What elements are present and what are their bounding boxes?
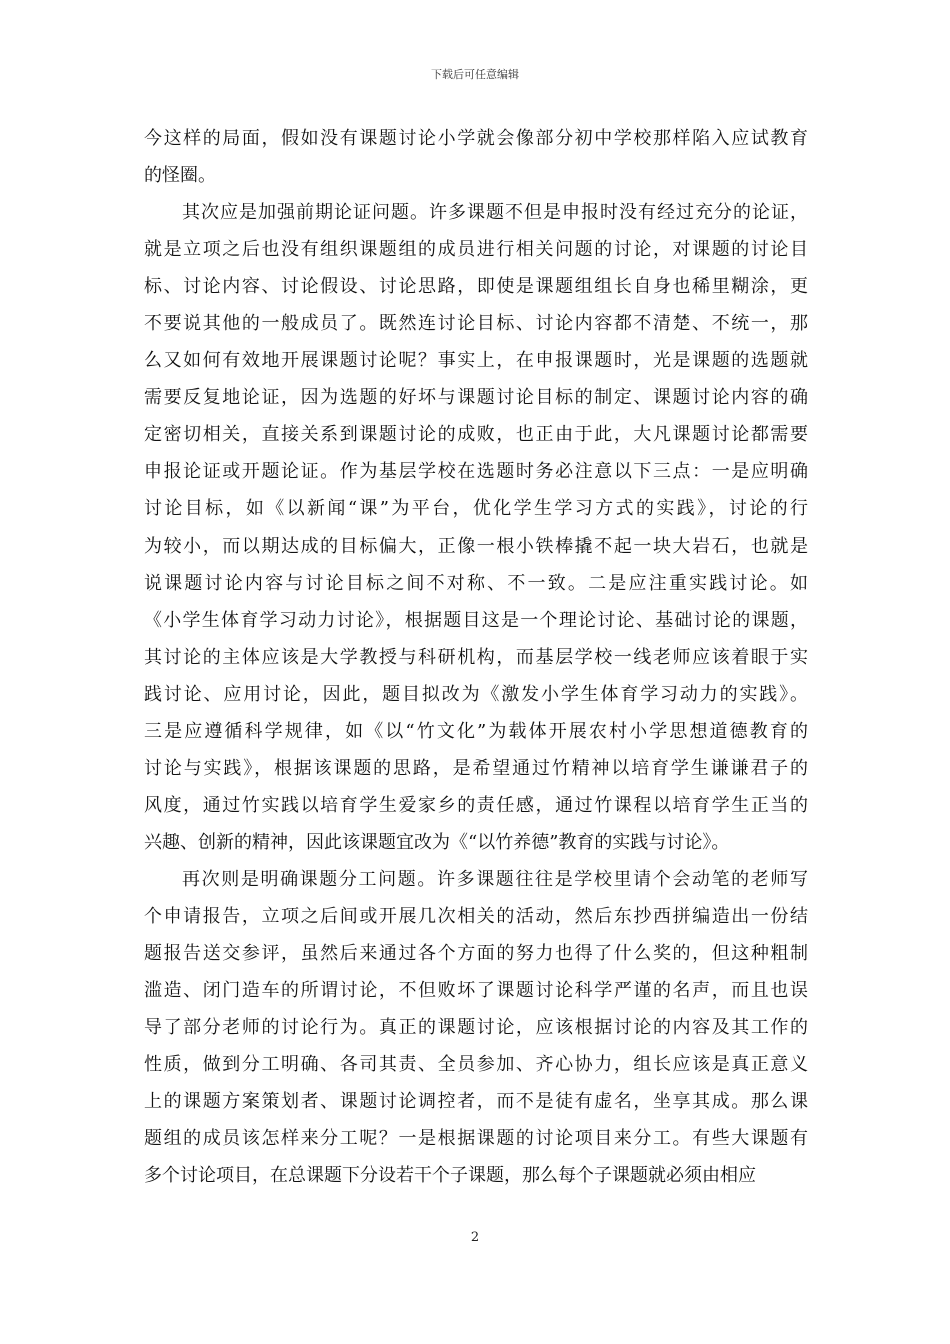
text-line: 个申请报告，立项之后间或开展几次相关的活动，然后东抄西拼编造出一份结 [144, 905, 808, 927]
text-line: 为较小，而以期达成的目标偏大，正像一根小铁棒撬不起一块大岩石，也就是 [144, 535, 808, 557]
text-line: 多个讨论项目，在总课题下分设若干个子课题，那么每个子课题就必须由相应 [144, 1165, 756, 1187]
text-line: 说课题讨论内容与讨论目标之间不对称、不一致。二是应注重实践讨论。如 [144, 572, 808, 594]
text-line: 践讨论、应用讨论，因此，题目拟改为《激发小学生体育学习动力的实践》。 [144, 683, 808, 705]
paragraph [144, 120, 808, 194]
text-line: 题报告送交参评，虽然后来通过各个方面的努力也得了什么奖的，但这种粗制 [144, 943, 808, 965]
paragraph [144, 194, 808, 861]
text-line: 导了部分老师的讨论行为。真正的课题讨论，应该根据讨论的内容及其工作的 [144, 1017, 808, 1039]
text-line: 题组的成员该怎样来分工呢？一是根据课题的讨论项目来分工。有些大课题有 [144, 1128, 808, 1150]
text-line: 今这样的局面，假如没有课题讨论小学就会像部分初中学校那样陷入应试教育 [144, 128, 808, 149]
text-line: 标、讨论内容、讨论假设、讨论思路，即使是课题组组长自身也稀里糊涂，更 [144, 276, 808, 298]
text-line: 不要说其他的一般成员了。既然连讨论目标、讨论内容都不清楚、不统一，那 [144, 313, 808, 335]
text-line: 风度，通过竹实践以培育学生爱家乡的责任感，通过竹课程以培育学生正当的 [144, 794, 808, 816]
text-line: 讨论目标，如《以新闻“课”为平台，优化学生学习方式的实践》，讨论的行 [144, 498, 808, 520]
text-line: 上的课题方案策划者、课题讨论调控者，而不是徒有虚名，坐享其成。那么课 [144, 1091, 808, 1113]
text-line: 申报论证或开题论证。作为基层学校在选题时务必注意以下三点：一是应明确 [144, 461, 808, 483]
text-line: 三是应遵循科学规律，如《以“竹文化”为载体开展农村小学思想道德教育的 [144, 720, 808, 742]
text-line: 性质，做到分工明确、各司其责、全员参加、齐心协力，组长应该是真正意义 [144, 1054, 808, 1076]
text-line: 的怪圈。 [144, 165, 216, 187]
text-line: 么又如何有效地开展课题讨论呢？事实上，在申报课题时，光是课题的选题就 [144, 350, 808, 372]
document-body [144, 120, 808, 1194]
text-line: 《小学生体育学习动力讨论》，根据题目这是一个理论讨论、基础讨论的课题， [144, 609, 808, 631]
page-number: 2 [470, 1230, 480, 1245]
text-line: 兴趣、创新的精神，因此该课题宜改为《“以竹养德”教育的实践与讨论》。 [144, 831, 730, 853]
text-line: 需要反复地论证，因为选题的好坏与课题讨论目标的制定、课题讨论内容的确 [144, 387, 808, 409]
text-line: 其次应是加强前期论证问题。许多课题不但是申报时没有经过充分的论证， [182, 202, 808, 224]
paragraph [144, 861, 808, 1194]
text-line: 讨论与实践》，根据该课题的思路，是希望通过竹精神以培育学生谦谦君子的 [144, 757, 808, 779]
page-header: 下载后可任意编辑 [431, 68, 519, 81]
text-line: 就是立项之后也没有组织课题组的成员进行相关问题的讨论，对课题的讨论目 [144, 239, 808, 261]
text-line: 再次则是明确课题分工问题。许多课题往往是学校里请个会动笔的老师写 [182, 868, 808, 890]
text-line: 定密切相关，直接关系到课题讨论的成败，也正由于此，大凡课题讨论都需要 [144, 424, 808, 446]
text-line: 其讨论的主体应该是大学教授与科研机构，而基层学校一线老师应该着眼于实 [144, 646, 808, 668]
text-line: 滥造、闭门造车的所谓讨论，不但败坏了课题讨论科学严谨的名声，而且也误 [144, 980, 808, 1002]
